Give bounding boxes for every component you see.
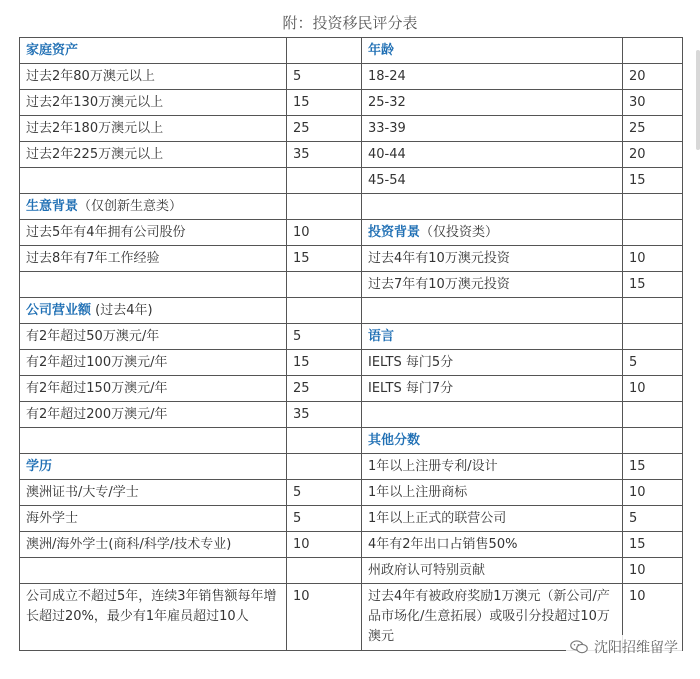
l-item-score — [287, 272, 362, 298]
l-item-label — [20, 272, 287, 298]
r-item-label: 33-39 — [362, 116, 623, 142]
l-item-label: 有2年超过100万澳元/年 — [20, 350, 287, 376]
l-item-score — [287, 558, 362, 584]
l-item-score: 10 — [287, 584, 362, 651]
table-row — [20, 402, 683, 428]
section-heading: 学历 — [26, 459, 53, 474]
section-heading: 公司营业额 — [26, 303, 92, 318]
l-item-score: 10 — [287, 532, 362, 558]
r-item-label: 过去4年有10万澳元投资 — [362, 246, 623, 272]
score-table — [19, 37, 683, 651]
r-item-label: 1年以上正式的联营公司 — [362, 506, 623, 532]
r-item-score: 15 — [623, 168, 683, 194]
l-item-label — [20, 168, 287, 194]
r-item-score: 15 — [623, 454, 683, 480]
l-item-label: 过去8年有7年工作经验 — [20, 246, 287, 272]
l-item-label — [20, 428, 287, 454]
r-item-score: 5 — [623, 506, 683, 532]
r-item-score — [623, 298, 683, 324]
l-item-label — [20, 558, 287, 584]
l-item-score: 35 — [287, 142, 362, 168]
l-item-label: 海外学士 — [20, 506, 287, 532]
l-item-label: 过去2年80万澳元以上 — [20, 64, 287, 90]
l-item-label: 过去2年130万澳元以上 — [20, 90, 287, 116]
table-row — [20, 64, 683, 90]
r-item-score: 15 — [623, 272, 683, 298]
table-row — [20, 116, 683, 142]
wechat-icon — [570, 640, 588, 654]
r-item-label: 1年以上注册商标 — [362, 480, 623, 506]
l-item-label: 有2年超过50万澳元/年 — [20, 324, 287, 350]
r-item-label: 1年以上注册专利/设计 — [362, 454, 623, 480]
l-item-score: 25 — [287, 376, 362, 402]
l-item-score — [287, 454, 362, 480]
l-item-score: 5 — [287, 64, 362, 90]
r-item-score: 10 — [623, 246, 683, 272]
section-heading: 生意背景 — [26, 199, 79, 214]
r-item-label: IELTS 每门5分 — [362, 350, 623, 376]
l-item-score — [287, 428, 362, 454]
table-row — [20, 194, 683, 220]
table-row — [20, 350, 683, 376]
r-item-score: 10 — [623, 376, 683, 402]
l-item-score: 15 — [287, 246, 362, 272]
r-item-label — [362, 402, 623, 428]
r-item-label: 40-44 — [362, 142, 623, 168]
watermark-text: 沈阳招维留学 — [594, 640, 678, 656]
r-item-score: 10 — [623, 558, 683, 584]
section-subheading: (过去4年) — [91, 303, 153, 318]
table-row — [20, 246, 683, 272]
table-row — [20, 454, 683, 480]
l-item-label: 过去2年180万澳元以上 — [20, 116, 287, 142]
table-row — [20, 220, 683, 246]
r-item-label — [362, 428, 623, 454]
section-heading: 语言 — [368, 329, 395, 344]
r-item-score — [623, 194, 683, 220]
r-item-label: 45-54 — [362, 168, 623, 194]
r-item-label: IELTS 每门7分 — [362, 376, 623, 402]
section-subheading: （仅创新生意类） — [78, 199, 183, 214]
table-row — [20, 506, 683, 532]
r-item-label — [362, 298, 623, 324]
r-item-label — [362, 324, 623, 350]
r-item-score — [623, 428, 683, 454]
table-row — [20, 90, 683, 116]
l-item-score: 5 — [287, 324, 362, 350]
l-item-score: 35 — [287, 402, 362, 428]
r-item-label — [362, 194, 623, 220]
r-item-label — [362, 38, 623, 64]
table-caption: 附：投资移民评分表 — [282, 14, 418, 32]
l-item-score — [287, 194, 362, 220]
table-row — [20, 142, 683, 168]
l-item-score: 15 — [287, 350, 362, 376]
table-row — [20, 376, 683, 402]
r-item-label: 过去7年有10万澳元投资 — [362, 272, 623, 298]
l-item-label — [20, 38, 287, 64]
l-item-label — [20, 194, 287, 220]
section-heading: 年龄 — [368, 43, 395, 58]
l-item-label — [20, 454, 287, 480]
l-item-score: 10 — [287, 220, 362, 246]
l-item-label: 澳洲/海外学士(商科/科学/技术专业) — [20, 532, 287, 558]
r-item-score — [623, 402, 683, 428]
r-item-score — [623, 38, 683, 64]
r-item-label: 州政府认可特别贡献 — [362, 558, 623, 584]
r-item-score — [623, 220, 683, 246]
l-item-label: 有2年超过150万澳元/年 — [20, 376, 287, 402]
table-row — [20, 480, 683, 506]
section-heading: 其他分数 — [368, 433, 421, 448]
section-heading: 投资背景 — [368, 225, 421, 240]
l-item-label: 公司成立不超过5年，连续3年销售额每年增长超过20%，最少有1年雇员超过10人 — [20, 584, 287, 651]
table-row — [20, 428, 683, 454]
r-item-score: 15 — [623, 532, 683, 558]
section-heading: 家庭资产 — [26, 43, 79, 58]
r-item-score — [623, 324, 683, 350]
r-item-label: 4年有2年出口占销售50% — [362, 532, 623, 558]
watermark — [566, 635, 682, 659]
r-item-score: 25 — [623, 116, 683, 142]
r-item-score: 10 — [623, 584, 683, 651]
l-item-score — [287, 38, 362, 64]
r-item-label — [362, 220, 623, 246]
l-item-label: 过去5年有4年拥有公司股份 — [20, 220, 287, 246]
table-row — [20, 558, 683, 584]
l-item-label — [20, 298, 287, 324]
r-item-score: 20 — [623, 142, 683, 168]
l-item-score — [287, 298, 362, 324]
l-item-score — [287, 168, 362, 194]
l-item-label: 澳洲证书/大专/学士 — [20, 480, 287, 506]
l-item-score: 25 — [287, 116, 362, 142]
r-item-label: 18-24 — [362, 64, 623, 90]
l-item-score: 5 — [287, 480, 362, 506]
r-item-label: 过去4年有被政府奖励1万澳元（新公司/产品市场化/生意拓展）或吸引分投超过10万澳元 — [362, 584, 623, 651]
r-item-label: 25-32 — [362, 90, 623, 116]
table-row — [20, 532, 683, 558]
table-row — [20, 38, 683, 64]
l-item-label: 过去2年225万澳元以上 — [20, 142, 287, 168]
r-item-score: 20 — [623, 64, 683, 90]
table-row — [20, 272, 683, 298]
l-item-label: 有2年超过200万澳元/年 — [20, 402, 287, 428]
l-item-score: 15 — [287, 90, 362, 116]
r-item-score: 5 — [623, 350, 683, 376]
r-item-score: 30 — [623, 90, 683, 116]
l-item-score: 5 — [287, 506, 362, 532]
section-subheading: （仅投资类） — [420, 225, 499, 240]
scrollbar[interactable] — [696, 50, 700, 150]
r-item-score: 10 — [623, 480, 683, 506]
table-row — [20, 324, 683, 350]
table-row — [20, 298, 683, 324]
table-row — [20, 168, 683, 194]
